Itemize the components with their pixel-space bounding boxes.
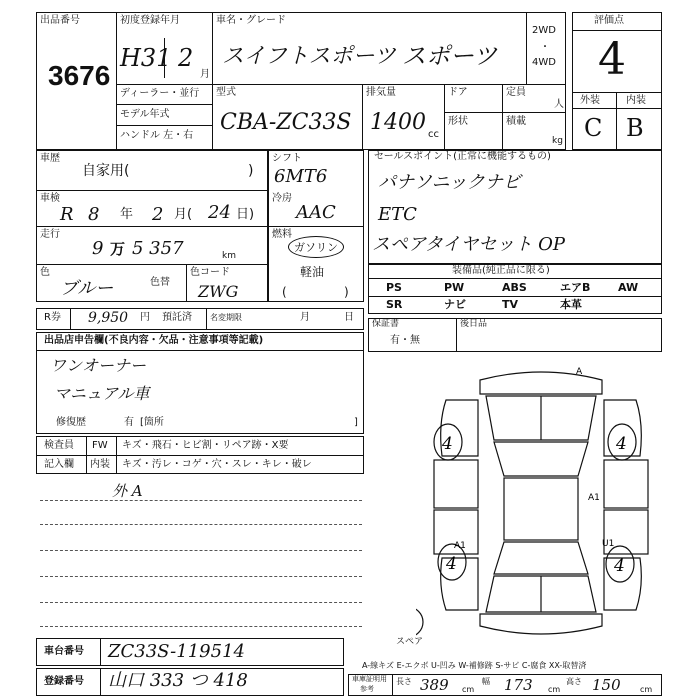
spare-tire bbox=[416, 607, 423, 637]
repair-close: ] bbox=[354, 417, 358, 428]
car-front-bumper bbox=[480, 372, 602, 394]
person-unit: 人 bbox=[554, 99, 564, 110]
recycle-box bbox=[36, 308, 364, 330]
fuel-paren-open: ( bbox=[282, 285, 287, 299]
car-rear-window bbox=[494, 542, 588, 574]
dealer-label: ディーラー・並行 bbox=[120, 88, 200, 99]
chassis-number: ZC33S-119514 bbox=[108, 641, 245, 662]
interior-check-label: 内装 bbox=[90, 459, 110, 470]
warranty-value: 有・無 bbox=[390, 335, 420, 346]
lot-number: 3676 bbox=[48, 60, 111, 91]
ac-label: 冷房 bbox=[272, 193, 292, 204]
drive-dot: ・ bbox=[540, 42, 550, 53]
registration-number: 山口 333 つ 418 bbox=[108, 670, 248, 691]
width-value: 173 bbox=[504, 676, 533, 694]
recycle-label: R券 bbox=[44, 312, 61, 323]
yen-label: 円 bbox=[140, 312, 150, 323]
equipment-item: PW bbox=[444, 281, 465, 294]
fw-items: キズ・飛石・ヒビ割・リペア跡・X要 bbox=[122, 440, 289, 451]
score: 4 bbox=[598, 34, 626, 85]
spare-label: スペア bbox=[396, 637, 424, 647]
equipment-item: エアB bbox=[560, 281, 591, 294]
interior-label: 内装 bbox=[626, 95, 646, 106]
height-unit: cm bbox=[640, 685, 653, 694]
repair-label: 修復歴 bbox=[56, 417, 86, 428]
sales-point-label: セールスポイント(正常に機能するもの) bbox=[374, 151, 551, 162]
ac: AAC bbox=[296, 202, 336, 223]
damage-mark-right-mid: A1 bbox=[588, 493, 600, 503]
drive-4wd: 4WD bbox=[532, 57, 556, 68]
entry-label: 記入欄 bbox=[44, 459, 74, 470]
sales-point-line1: パナソニックナビ bbox=[378, 172, 521, 193]
doors-label: ドア bbox=[448, 87, 468, 98]
displacement-label: 排気量 bbox=[366, 87, 396, 98]
car-left-front-door bbox=[434, 460, 478, 508]
deposit-label: 預託済 bbox=[162, 312, 192, 323]
car-windshield bbox=[494, 442, 588, 476]
model-type: CBA-ZC33S bbox=[220, 110, 352, 135]
damage-legend: A-線キズ E-エクボ U-凹み W-補修跡 S-サビ C-腐食 XX-取替済 bbox=[362, 661, 587, 670]
shift: 6MT6 bbox=[274, 166, 328, 187]
mileage-rest: 5 357 bbox=[132, 238, 184, 259]
car-name: スイフトスポーツ bbox=[222, 44, 396, 69]
equipment-item: SR bbox=[386, 298, 403, 311]
equipment-item: PS bbox=[386, 281, 402, 294]
car-name-label: 車名・グレード bbox=[216, 15, 286, 26]
day-unit: 日) bbox=[236, 207, 255, 222]
postdate-label: 後日品 bbox=[460, 319, 488, 329]
fuel-gas: ガソリン bbox=[294, 241, 338, 254]
inspection-month: 2 bbox=[152, 204, 164, 225]
equipment-item: TV bbox=[502, 298, 519, 311]
score-label: 評価点 bbox=[594, 15, 624, 26]
lot-number-label: 出品番号 bbox=[40, 15, 80, 26]
equipment-label: 装備品(純正品に限る) bbox=[452, 265, 550, 276]
first-reg-label: 初度登録年月 bbox=[120, 15, 180, 26]
equipment-item: 本革 bbox=[560, 298, 582, 311]
km-unit: km bbox=[222, 251, 236, 261]
car-right-front-door bbox=[604, 460, 648, 508]
inspection-label: 車検 bbox=[40, 193, 60, 204]
width-label: 幅 bbox=[482, 677, 490, 686]
cc-unit: cc bbox=[428, 129, 439, 140]
first-reg-era-year: H31 bbox=[120, 44, 172, 72]
shift-label: シフト bbox=[272, 153, 302, 164]
length-label: 長さ bbox=[396, 677, 412, 686]
name-change-label: 名変期限 bbox=[210, 313, 242, 322]
length-unit: cm bbox=[462, 685, 475, 694]
equipment-item: ナビ bbox=[444, 298, 466, 311]
displacement: 1400 bbox=[370, 110, 426, 135]
color-code-label: 色コード bbox=[190, 267, 230, 278]
man-unit: 万 bbox=[110, 240, 126, 258]
color-code: ZWG bbox=[198, 282, 239, 301]
fuel-gas-circle bbox=[288, 236, 344, 258]
tire-mark-lr: 4 bbox=[446, 554, 457, 574]
car-damage-diagram bbox=[416, 360, 666, 650]
kg-unit: kg bbox=[552, 136, 563, 146]
inspection-day: 24 bbox=[208, 202, 231, 223]
dim-label-1: 車庫証明用 bbox=[352, 675, 387, 683]
registration-label: 登録番号 bbox=[44, 676, 84, 687]
damage-mark-left-side: A1 bbox=[454, 541, 466, 551]
fuel-paren-close: ) bbox=[344, 285, 349, 299]
usage-close: ) bbox=[248, 163, 254, 179]
day-label: 日 bbox=[344, 312, 354, 323]
exterior-grade: C bbox=[584, 114, 603, 142]
tire-mark-rf: 4 bbox=[616, 434, 627, 454]
height-value: 150 bbox=[592, 676, 621, 694]
inspector-label: 検査員 bbox=[44, 440, 74, 451]
month-unit: 月 bbox=[200, 69, 210, 80]
tire-mark-lf: 4 bbox=[442, 434, 453, 454]
month-label: 月 bbox=[300, 312, 310, 323]
first-reg-month: 2 bbox=[178, 44, 194, 72]
capacity-label: 定員 bbox=[506, 87, 526, 98]
color-label: 色 bbox=[40, 267, 50, 278]
tire-mark-rr: 4 bbox=[614, 556, 625, 576]
handle-label: ハンドル 左・右 bbox=[120, 130, 194, 141]
exterior-label: 外装 bbox=[580, 95, 600, 106]
recycle-amount: 9,950 bbox=[88, 310, 129, 326]
color-change-label: 色替 bbox=[150, 277, 170, 288]
notes-line1: ワンオーナー bbox=[50, 356, 147, 375]
inspection-era: R bbox=[60, 204, 74, 225]
length-value: 389 bbox=[420, 676, 449, 694]
mileage-label: 走行 bbox=[40, 229, 60, 240]
shape-label: 形状 bbox=[448, 116, 468, 127]
grade: スポーツ bbox=[402, 42, 498, 70]
fuel-label: 燃料 bbox=[272, 229, 292, 240]
usage: 自家用( bbox=[82, 163, 130, 179]
inspector-note: 外 A bbox=[112, 482, 143, 500]
chassis-label: 車台番号 bbox=[44, 646, 84, 657]
height-label: 高さ bbox=[566, 677, 582, 686]
car-rear-bumper bbox=[480, 614, 602, 634]
color: ブルー bbox=[60, 278, 114, 299]
notes-line2: マニュアル車 bbox=[54, 384, 150, 403]
sales-point-line2: ETC bbox=[378, 204, 417, 225]
drive-2wd: 2WD bbox=[532, 25, 556, 36]
inspection-month-unit: 月( bbox=[174, 207, 193, 222]
mileage-man: 9 bbox=[92, 238, 104, 259]
dim-label-2: 参考 bbox=[360, 685, 374, 693]
model-type-label: 型式 bbox=[216, 87, 236, 98]
notes-label: 出品店申告欄(不良内容・欠品・注意事項等記載) bbox=[44, 335, 264, 346]
interior-items: キズ・汚レ・コゲ・穴・スレ・キレ・破レ bbox=[122, 459, 312, 470]
interior-grade: B bbox=[626, 114, 644, 142]
warranty-label: 保証書 bbox=[372, 319, 400, 329]
inspection-year: 8 bbox=[88, 204, 100, 225]
equipment-item: ABS bbox=[502, 281, 527, 294]
repair-value: 有 bbox=[124, 417, 134, 428]
load-label: 積載 bbox=[506, 116, 526, 127]
car-roof bbox=[504, 478, 578, 540]
usage-label: 車歴 bbox=[40, 153, 60, 164]
sales-point-line3: スペアタイヤセット OP bbox=[372, 234, 565, 255]
year-unit: 年 bbox=[120, 207, 134, 222]
repair-location: [箇所 bbox=[140, 417, 164, 428]
width-unit: cm bbox=[548, 685, 561, 694]
fuel-diesel: 軽油 bbox=[300, 265, 325, 279]
damage-mark-front: A bbox=[576, 367, 583, 377]
damage-mark-rear: U1 bbox=[602, 539, 615, 549]
model-year-label: モデル年式 bbox=[120, 109, 170, 120]
fw-label: FW bbox=[92, 440, 108, 451]
equipment-item: AW bbox=[618, 281, 639, 294]
